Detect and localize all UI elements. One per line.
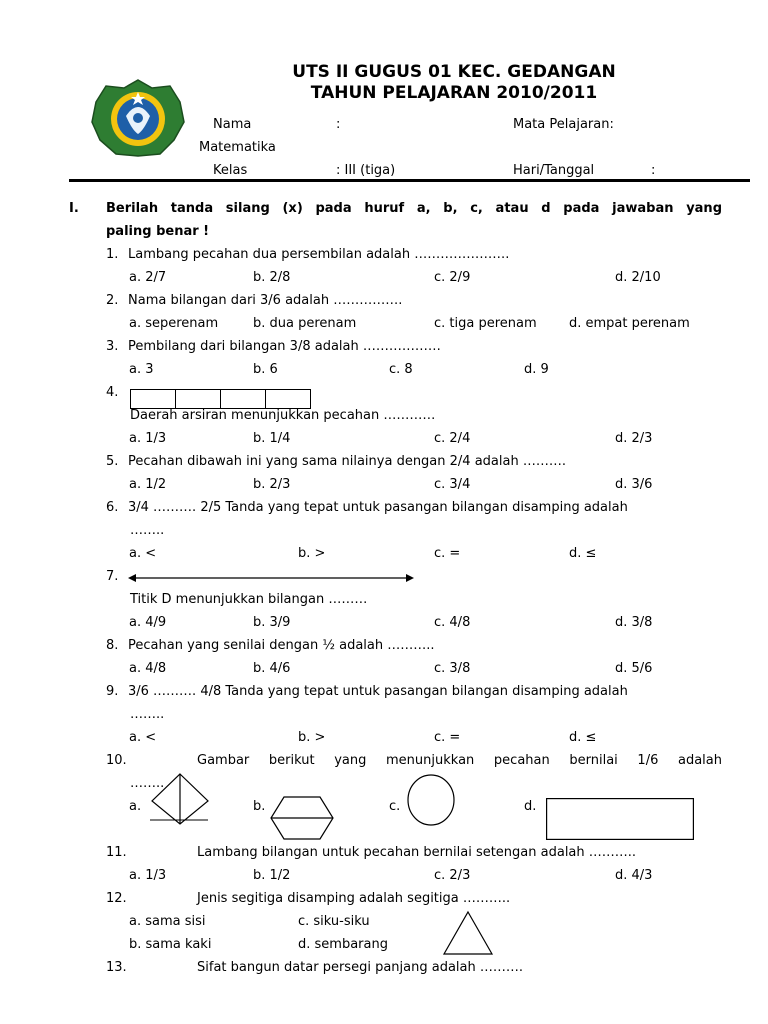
q10-option-a: a. [129, 799, 142, 814]
q4-number: 4. [106, 385, 119, 400]
q5-option-a: a. 1/2 [129, 477, 167, 492]
q10-number: 10. [106, 753, 127, 768]
q11-option-c: c. 2/3 [434, 868, 471, 883]
q11-option-d: d. 4/3 [615, 868, 653, 883]
q8-option-b: b. 4/6 [253, 661, 291, 676]
q8-text: Pecahan yang senilai dengan ½ adalah ……….. [128, 638, 435, 653]
exam-title-line1: UTS II GUGUS 01 KEC. GEDANGAN [292, 62, 616, 82]
q4-bar-segment-3 [221, 390, 266, 409]
q12-text: Jenis segitiga disamping adalah segitiga ……….. [197, 891, 511, 906]
q2-number: 2. [106, 293, 119, 308]
q12-number: 12. [106, 891, 127, 906]
q3-text: Pembilang dari bilangan 3/8 adalah ……………… [128, 339, 441, 354]
q1-option-b: b. 2/8 [253, 270, 291, 285]
q13-text: Sifat bangun datar persegi panjang adalah ………. [197, 960, 524, 975]
q9-option-b: b. > [298, 730, 326, 745]
q7-text: Titik D menunjukkan bilangan ……… [130, 592, 368, 607]
q1-option-c: c. 2/9 [434, 270, 471, 285]
q10-shape-d-rectangle [546, 798, 694, 840]
q3-number: 3. [106, 339, 119, 354]
q5-option-b: b. 2/3 [253, 477, 291, 492]
q9-number: 9. [106, 684, 119, 699]
q5-option-d: d. 3/6 [615, 477, 653, 492]
q8-option-c: c. 3/8 [434, 661, 471, 676]
q6-text-cont: …….. [130, 523, 165, 538]
q4-fraction-bar [130, 389, 312, 409]
q7-arrow-left [128, 574, 136, 582]
q4-bar-segment-1 [131, 390, 176, 409]
q10-shape-a-kite [150, 773, 210, 825]
q5-number: 5. [106, 454, 119, 469]
q10-shape-c-oval [406, 774, 456, 826]
q1-option-a: a. 2/7 [129, 270, 167, 285]
q6-text: 3/4 ………. 2/5 Tanda yang tepat untuk pasangan bilangan disamping adalah [128, 500, 628, 515]
q4-option-b: b. 1/4 [253, 431, 291, 446]
q7-option-a: a. 4/9 [129, 615, 167, 630]
q7-option-d: d. 3/8 [615, 615, 653, 630]
q10-option-d: d. [524, 799, 537, 814]
q12-option-a: a. sama sisi [129, 914, 206, 929]
q2-text: Nama bilangan dari 3/6 adalah ……………. [128, 293, 403, 308]
kemenag-logo [90, 78, 186, 158]
q6-number: 6. [106, 500, 119, 515]
kelas-label: Kelas [213, 163, 248, 178]
mapel-value: Matematika [199, 140, 276, 155]
instruction-line2: paling benar ! [106, 224, 210, 239]
nama-colon: : [336, 117, 341, 132]
exam-title-line2: TAHUN PELAJARAN 2010/2011 [310, 83, 598, 103]
q7-number: 7. [106, 569, 119, 584]
q1-option-d: d. 2/10 [615, 270, 661, 285]
q3-option-b: b. 6 [253, 362, 278, 377]
q7-option-b: b. 3/9 [253, 615, 291, 630]
q5-text: Pecahan dibawah ini yang sama nilainya dengan 2/4 adalah ………. [128, 454, 566, 469]
q12-option-b: b. sama kaki [129, 937, 212, 952]
q6-option-a: a. < [129, 546, 157, 561]
mapel-label: Mata Pelajaran: [513, 117, 614, 132]
hari-label: Hari/Tanggal [513, 163, 595, 178]
q9-option-c: c. = [434, 730, 461, 745]
q8-number: 8. [106, 638, 119, 653]
q10-shape-b-hexagon [270, 796, 334, 840]
q2-option-d: d. empat perenam [569, 316, 690, 331]
q6-option-b: b. > [298, 546, 326, 561]
hari-colon: : [651, 163, 656, 178]
header-divider [69, 179, 750, 182]
q7-option-c: c. 4/8 [434, 615, 471, 630]
q11-option-a: a. 1/3 [129, 868, 167, 883]
instruction-line1: Berilah tanda silang (x) pada huruf a, b, c, atau d pada jawaban yang [106, 201, 722, 216]
q3-option-c: c. 8 [389, 362, 413, 377]
kelas-value: : III (tiga) [336, 163, 396, 178]
q10-option-c: c. [389, 799, 401, 814]
q8-option-d: d. 5/6 [615, 661, 653, 676]
q4-option-d: d. 2/3 [615, 431, 653, 446]
q3-option-d: d. 9 [524, 362, 549, 377]
q10-text-cont: …….. [130, 776, 165, 791]
q3-option-a: a. 3 [129, 362, 154, 377]
q9-option-d: d. ≤ [569, 730, 597, 745]
q2-option-a: a. seperenam [129, 316, 219, 331]
q12-option-d: d. sembarang [298, 937, 388, 952]
q4-text: Daerah arsiran menunjukkan pecahan ………… [130, 408, 436, 423]
logo-center [133, 113, 143, 123]
q4-option-c: c. 2/4 [434, 431, 471, 446]
q4-option-a: a. 1/3 [129, 431, 167, 446]
q4-bar-segment-2 [176, 390, 221, 409]
q13-number: 13. [106, 960, 127, 975]
q10-text: Gambar berikut yang menunjukkan pecahan bernilai 1/6 adalah [197, 753, 722, 768]
nama-label: Nama [213, 117, 252, 132]
q11-text: Lambang bilangan untuk pecahan bernilai setengan adalah ……….. [197, 845, 637, 860]
q9-option-a: a. < [129, 730, 157, 745]
q6-option-d: d. ≤ [569, 546, 597, 561]
q1-number: 1. [106, 247, 119, 262]
q11-option-b: b. 1/2 [253, 868, 291, 883]
q1-text: Lambang pecahan dua persembilan adalah …………………. [128, 247, 510, 262]
q12-option-c: c. siku-siku [298, 914, 370, 929]
q7-number-line [128, 572, 414, 584]
q5-option-c: c. 3/4 [434, 477, 471, 492]
section-number: I. [69, 201, 79, 216]
q7-arrow-right [406, 574, 414, 582]
q9-text-cont: …….. [130, 707, 165, 722]
q6-option-c: c. = [434, 546, 461, 561]
q9-text: 3/6 ………. 4/8 Tanda yang tepat untuk pasangan bilangan disamping adalah [128, 684, 628, 699]
q8-option-a: a. 4/8 [129, 661, 167, 676]
q12-triangle [443, 911, 493, 955]
q11-number: 11. [106, 845, 127, 860]
q4-bar-segment-4 [266, 390, 311, 409]
q2-option-b: b. dua perenam [253, 316, 357, 331]
q2-option-c: c. tiga perenam [434, 316, 537, 331]
q10-option-b: b. [253, 799, 266, 814]
